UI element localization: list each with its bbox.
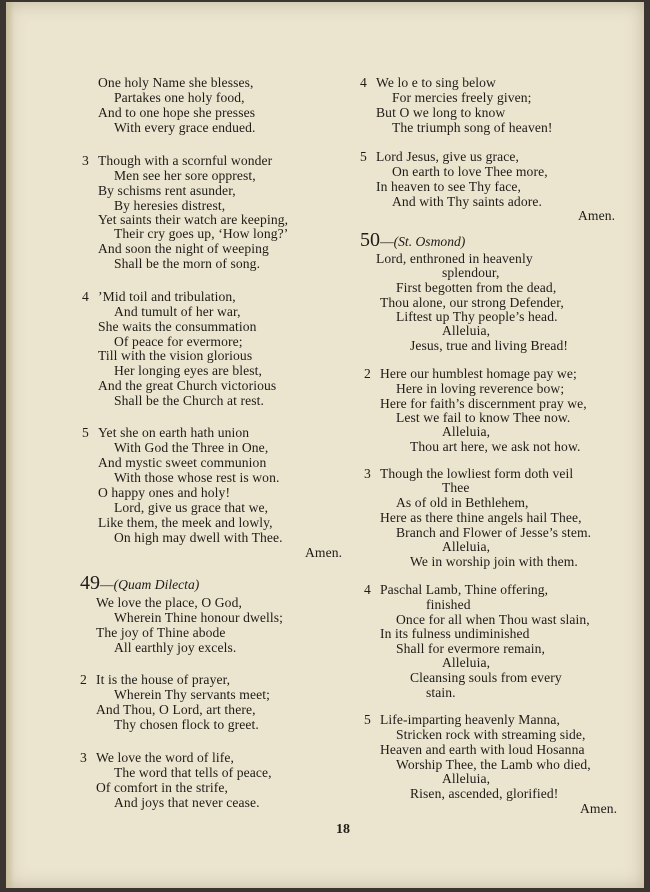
verse-line: First begotten from the dead,: [396, 280, 557, 295]
verse-line: Yet saints their watch are keeping,: [98, 212, 289, 227]
verse-line: Alleluia,: [442, 655, 491, 670]
verse-line: The word that tells of peace,: [114, 765, 272, 780]
page-binding-edge: [6, 2, 14, 888]
verse-line: Lord, enthroned in heavenly: [376, 251, 533, 266]
page-number: 18: [336, 822, 350, 837]
verse-line: And the great Church victorious: [98, 378, 277, 393]
stanza-number: 5: [360, 149, 367, 164]
hymn-tune-name: (Quam Dilecta): [113, 577, 200, 592]
hymn-number: 49: [80, 572, 100, 594]
stanza-number: 3: [364, 466, 371, 481]
verse-line: Her longing eyes are blest,: [114, 363, 263, 378]
verse-line: O happy ones and holy!: [98, 485, 231, 500]
verse-line: Here in loving reverence bow;: [396, 381, 565, 396]
verse-line: Wherein Thy servants meet;: [114, 687, 270, 702]
stanza-number: 2: [80, 672, 87, 687]
verse-line: And with Thy saints adore.: [392, 194, 542, 209]
verse-line: We lo e to sing below: [376, 75, 496, 90]
verse-line: Paschal Lamb, Thine offering,: [380, 582, 549, 597]
verse-line: Alleluia,: [442, 323, 491, 338]
amen-text: Amen.: [305, 545, 343, 560]
verse-line: finished: [426, 597, 471, 612]
verse-line: All earthly joy excels.: [114, 640, 237, 655]
verse-line: Shall be the Church at rest.: [114, 393, 265, 408]
stanza-number: 4: [364, 582, 371, 597]
hymn-dash: —: [100, 577, 114, 592]
verse-line: Life-imparting heavenly Manna,: [380, 712, 561, 727]
verse-line: By schisms rent asunder,: [98, 183, 236, 198]
verse-line: Alleluia,: [442, 771, 491, 786]
amen-text: Amen.: [578, 208, 616, 223]
verse-line: In its fulness undiminished: [380, 626, 530, 641]
stanza-number: 2: [364, 366, 371, 381]
verse-line: As of old in Bethlehem,: [396, 495, 529, 510]
verse-line: On high may dwell with Thee.: [114, 530, 283, 545]
verse-line: Shall be the morn of song.: [114, 256, 261, 271]
verse-line: Here as there thine angels hail Thee,: [380, 510, 582, 525]
verse-line: On earth to love Thee more,: [392, 164, 548, 179]
verse-line: Alleluia,: [442, 424, 491, 439]
verse-line: Partakes one holy food,: [114, 90, 245, 105]
verse-line: Shall for evermore remain,: [396, 641, 546, 656]
verse-line: Once for all when Thou wast slain,: [396, 612, 590, 627]
stanza-number: 3: [82, 153, 89, 168]
verse-line: Yet she on earth hath union: [98, 425, 250, 440]
verse-line: stain.: [426, 685, 456, 700]
verse-line: We love the word of life,: [96, 750, 235, 765]
verse-line: Though the lowliest form doth veil: [380, 466, 574, 481]
verse-line: And tumult of her war,: [114, 304, 241, 319]
verse-line: By heresies distrest,: [114, 198, 226, 213]
verse-line: Lord, give us grace that we,: [114, 500, 269, 515]
verse-line: We love the place, O God,: [96, 595, 242, 610]
verse-line: Jesus, true and living Bread!: [410, 338, 569, 353]
verse-line: And joys that never cease.: [114, 795, 260, 810]
verse-line: Thou alone, our strong Defender,: [380, 295, 564, 310]
hymn-heading: [360, 229, 465, 253]
verse-line: The joy of Thine abode: [96, 625, 226, 640]
hymn-dash: —: [380, 234, 394, 249]
verse-line: Lord Jesus, give us grace,: [376, 149, 520, 164]
verse-line: Till with the vision glorious: [98, 348, 253, 363]
verse-line: ’Mid toil and tribulation,: [98, 289, 236, 304]
verse-line: Here for faith’s discernment pray we,: [380, 396, 587, 411]
verse-line: With God the Three in One,: [114, 440, 269, 455]
verse-line: For mercies freely given;: [392, 90, 532, 105]
verse-line: And Thou, O Lord, art there,: [96, 702, 256, 717]
stanza-number: 5: [82, 425, 89, 440]
verse-line: But O we long to know: [376, 105, 506, 120]
verse-line: It is the house of prayer,: [96, 672, 231, 687]
verse-line: splendour,: [442, 265, 500, 280]
stanza-number: 4: [82, 289, 89, 304]
verse-line: Branch and Flower of Jesse’s stem.: [396, 525, 592, 540]
verse-line: Wherein Thine honour dwells;: [114, 610, 284, 625]
verse-line: Thy chosen flock to greet.: [114, 717, 259, 732]
verse-line: Though with a scornful wonder: [98, 153, 273, 168]
verse-line: Worship Thee, the Lamb who died,: [396, 757, 591, 772]
verse-line: Alleluia,: [442, 539, 491, 554]
hymn-tune-name: (St. Osmond): [393, 234, 466, 249]
verse-line: Of peace for evermore;: [114, 334, 243, 349]
verse-line: And soon the night of weeping: [98, 241, 269, 256]
verse-line: Of comfort in the strife,: [96, 780, 228, 795]
verse-line: The triumph song of heaven!: [392, 120, 553, 135]
stanza-number: 5: [364, 712, 371, 727]
verse-line: Here our humblest homage pay we;: [380, 366, 577, 381]
hymnal-page: [6, 2, 644, 888]
stanza-number: 3: [80, 750, 87, 765]
verse-line: Risen, ascended, glorified!: [410, 786, 559, 801]
hymn-number: 50: [360, 229, 380, 251]
hymn-heading: [80, 572, 199, 596]
verse-line: Thou art here, we ask not how.: [410, 439, 581, 454]
verse-line: Heaven and earth with loud Hosanna: [380, 742, 585, 757]
verse-line: She waits the consummation: [98, 319, 257, 334]
verse-line: Lest we fail to know Thee now.: [396, 410, 571, 425]
verse-line: We in worship join with them.: [410, 554, 578, 569]
stanza-number: 4: [360, 75, 367, 90]
verse-line: One holy Name she blesses,: [98, 75, 254, 90]
verse-line: Cleansing souls from every: [410, 670, 562, 685]
verse-line: In heaven to see Thy face,: [376, 179, 522, 194]
verse-line: Men see her sore opprest,: [114, 168, 256, 183]
verse-line: Liftest up Thy people’s head.: [396, 309, 558, 324]
verse-line: Stricken rock with streaming side,: [396, 727, 586, 742]
verse-line: And mystic sweet communion: [98, 455, 267, 470]
verse-line: Like them, the meek and lowly,: [98, 515, 273, 530]
amen-text: Amen.: [580, 801, 618, 816]
verse-line: With every grace endued.: [114, 120, 256, 135]
verse-line: Thee: [442, 480, 470, 495]
verse-line: And to one hope she presses: [98, 105, 256, 120]
verse-line: With those whose rest is won.: [114, 470, 280, 485]
verse-line: Their cry goes up, ‘How long?’: [114, 226, 289, 241]
